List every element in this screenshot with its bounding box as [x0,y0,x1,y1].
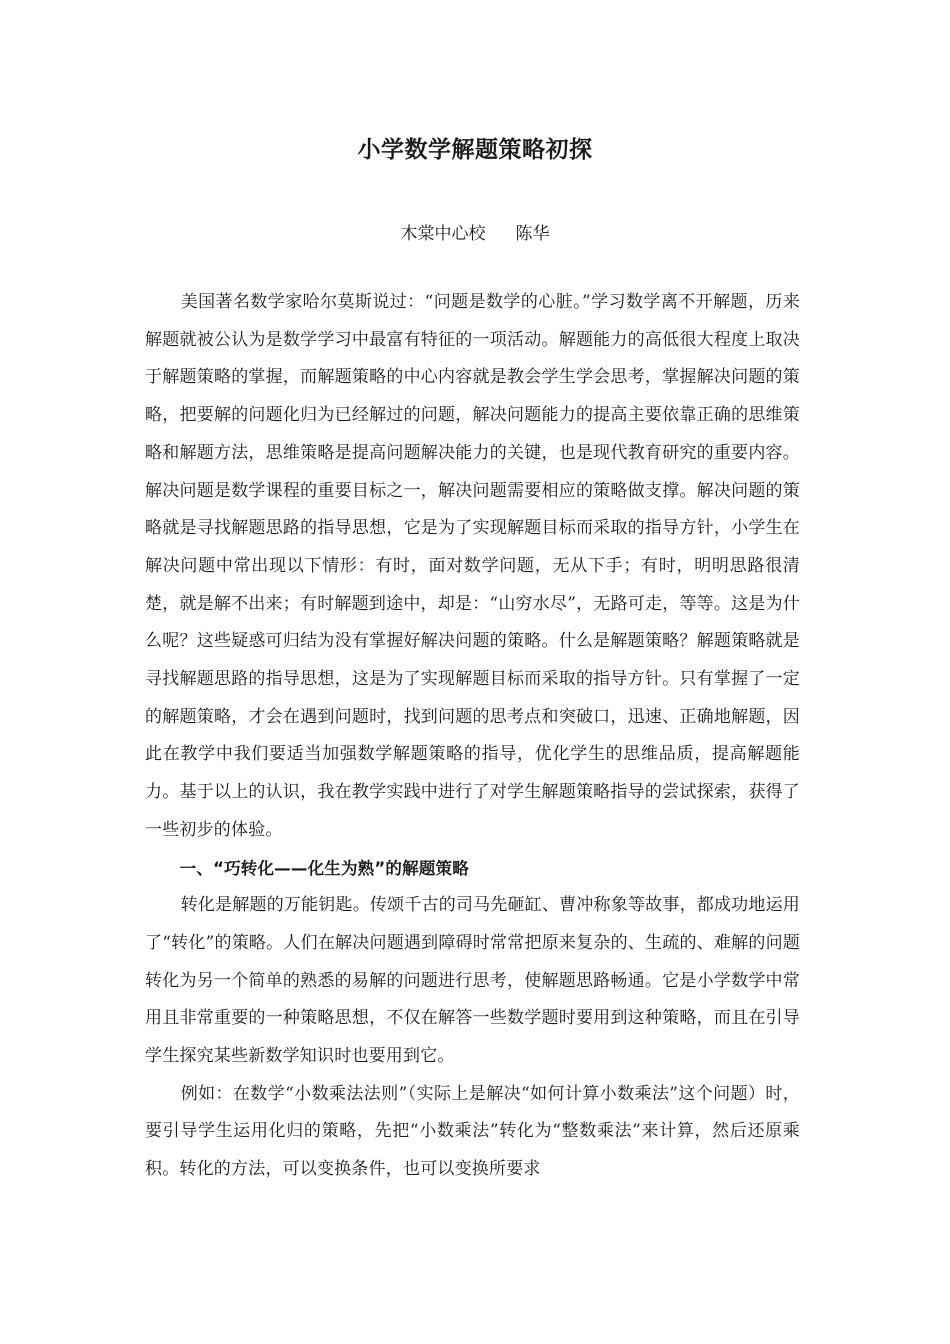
body-paragraph: 例如：在数学“小数乘法法则”（实际上是解决“如何计算小数乘法”这个问题）时，要引导学生运用化归的策略，先把“小数乘法”转化为“整数乘法”来计算，然后还原乘积。转化的方法，可以变换条件，也可以变换所要求 [145,1083,800,1180]
author-line [0,219,950,249]
body-paragraph: 转化是解题的万能钥匙。传颂千古的司马先砸缸、曹冲称象等故事，都成功地运用了“转化”的策略。人们在解决问题遇到障碍时常常把原来复杂的、生疏的、难解的问题转化为另一个简单的熟悉的易解的问题进行思考，使解题思路畅通。它是小学数学中常用且非常重要的一种策略思想，不仅在解答一些数学题时要用到这种策略，而且在引导学生探究某些新数学知识时也要用到它。 [145,895,800,1067]
section-heading: 一、“巧转化——化生为熟”的解题策略 [179,858,469,878]
document-title: 小学数学解题策略初探 [357,137,593,163]
document-body [145,284,800,1189]
author-name: 陈华 [515,224,550,244]
body-paragraph: 美国著名数学家哈尔莫斯说过：“问题是数学的心脏。”学习数学离不开解题，历来解题就被公认为是数学学习中最富有特征的一项活动。解题能力的高低很大程度上取决于解题策略的掌握，而解题策略的中心内容就是教会学生学会思考，掌握解决问题的策略，把要解的问题化归为已经解过的问题，解决问题能力的提高主要依靠正确的思维策略和解题方法，思维策略是提高问题解决能力的关键，也是现代教育研究的重要内容。解决问题是数学课程的重要目标之一，解决问题需要相应的策略做支撑。解决问题的策略就是寻找解题思路的指导思想，它是为了实现解题目标而采取的指导方针，小学生在解决问题中常出现以下情形：有时，面对数学问题，无从下手；有时，明明思路很清楚，就是解不出来；有时解题到途中，却是：“山穷水尽”，无路可走，等等。这是为什么呢？这些疑惑可归结为没有掌握好解决问题的策略。什么是解题策略？解题策略就是寻找解题思路的指导思想，这是为了实现解题目标而采取的指导方针。只有掌握了一定的解题策略，才会在遇到问题时，找到问题的思考点和突破口，迅速、正确地解题，因此在教学中我们要适当加强数学解题策略的指导，优化学生的思维品质，提高解题能力。基于以上的认识，我在教学实践中进行了对学生解题策略指导的尝试探索，获得了一些初步的体验。 [145,292,800,840]
author-school: 木棠中心校 [400,224,486,244]
